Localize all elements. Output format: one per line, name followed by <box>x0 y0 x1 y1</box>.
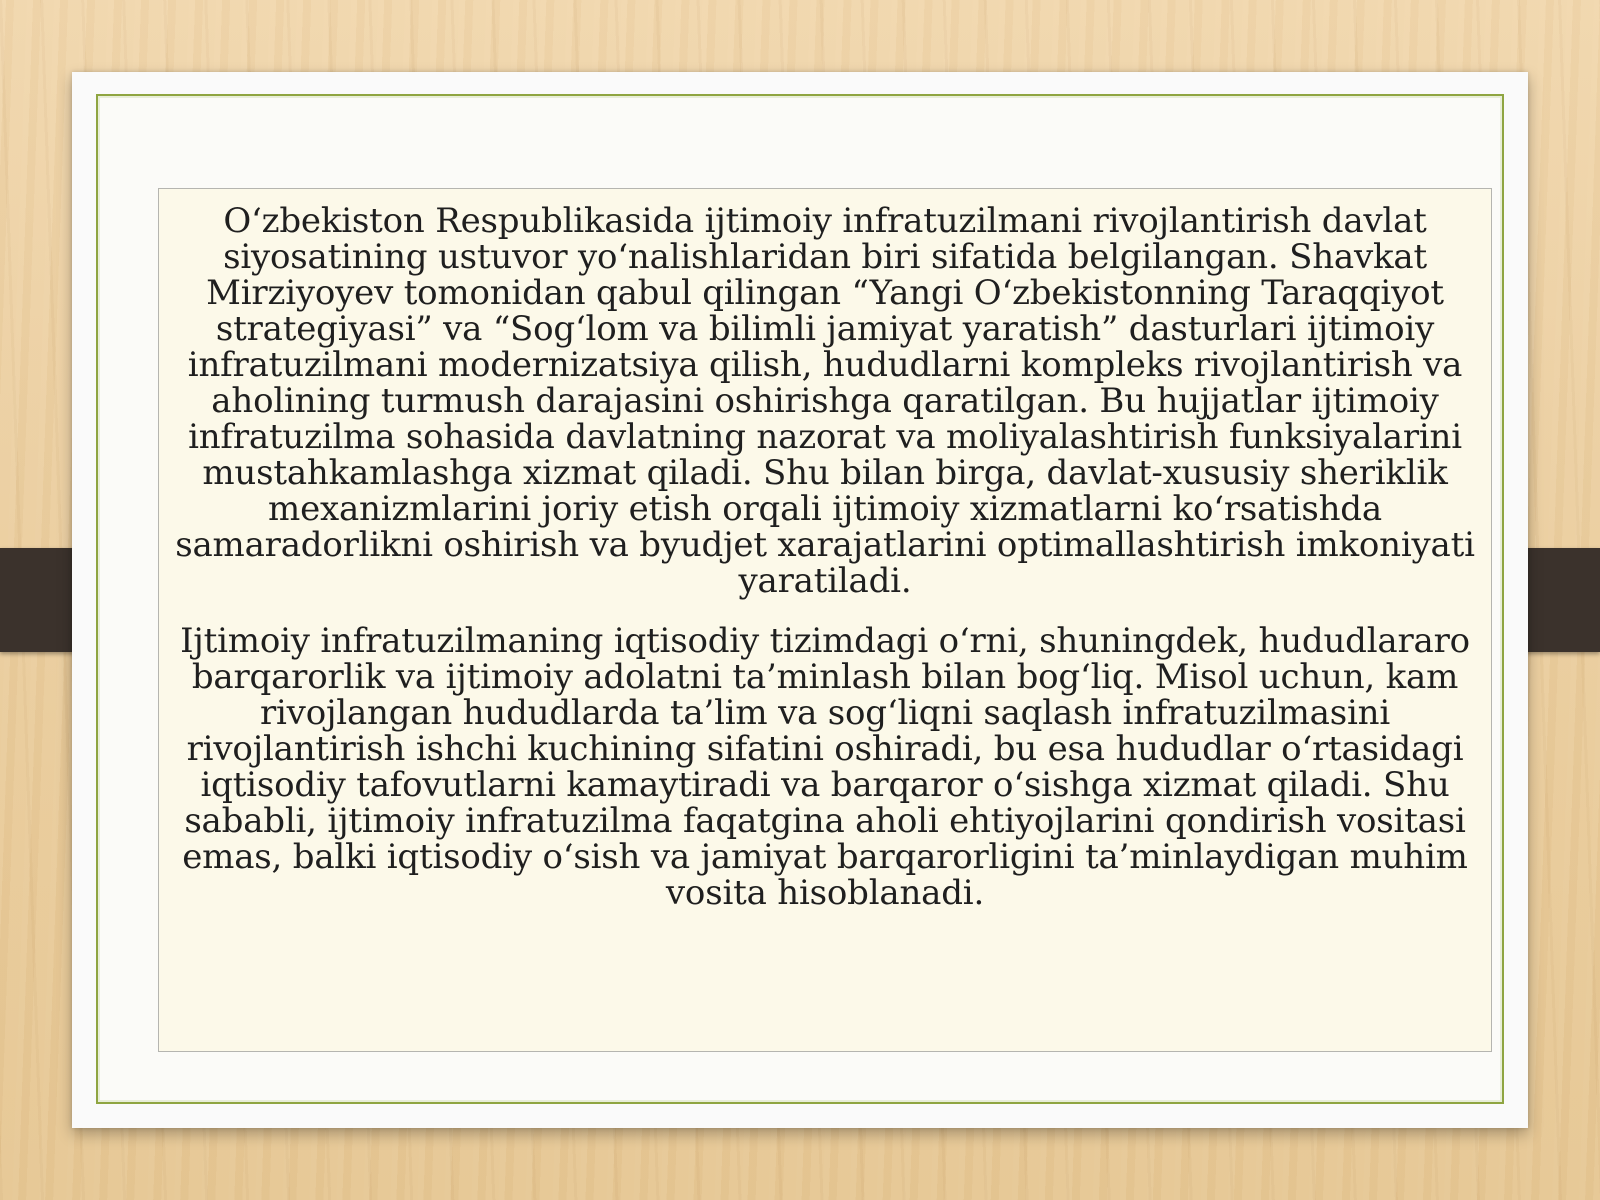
text-content-box <box>158 188 1492 1052</box>
slide-frame <box>96 94 1504 1104</box>
paragraph-2: Ijtimoiy infratuzilmaning iqtisodiy tizimdagi o‘rni, shuningdek, hududlararo barqarorlik va ijtimoiy adolatni ta’minlash bilan bog‘liq. Misol uchun, kam rivojlangan hududlarda ta’lim va sog‘liqni saqlash infratuzilmasini rivojlantirish ishchi kuchining sifatini oshiradi, bu esa hududlar o‘rtasidagi iqtisodiy tafovutlarni kamaytiradi va barqaror o‘sishga xizmat qiladi. Shu sababli, ijtimoiy infratuzilma faqatgina aholi ehtiyojlarini qondirish vositasi emas, balki iqtisodiy o‘sish va jamiyat barqarorligini ta’minlaydigan muhim vosita hisoblanadi. <box>180 621 1470 913</box>
paragraph-1: O‘zbekiston Respublikasida ijtimoiy infratuzilmani rivojlantirish davlat siyosatining ustuvor yo‘nalishlaridan biri sifatida belgilangan. Shavkat Mirziyoyev tomonidan qabul qilingan “Yangi O‘zbekistonning Taraqqiyot strategiyasi” va “Sog‘lom va bilimli jamiyat yaratish” dasturlari ijtimoiy infratuzilmani modernizatsiya qilish, hududlarni kompleks rivojlantirish va aholining turmush darajasini oshirishga qaratilgan. Bu hujjatlar ijtimoiy infratuzilma sohasida davlatning nazorat va moliyalashtirish funksiyalarini mustahkamlashga xizmat qiladi. Shu bilan birga, davlat-xususiy sheriklik mexanizmlarini joriy etish orqali ijtimoiy xizmatlarni ko‘rsatishda samaradorlikni oshirish va byudjet xarajatlarini optimallashtirish imkoniyati yaratiladi. <box>175 201 1475 601</box>
slide-paper <box>72 72 1528 1128</box>
